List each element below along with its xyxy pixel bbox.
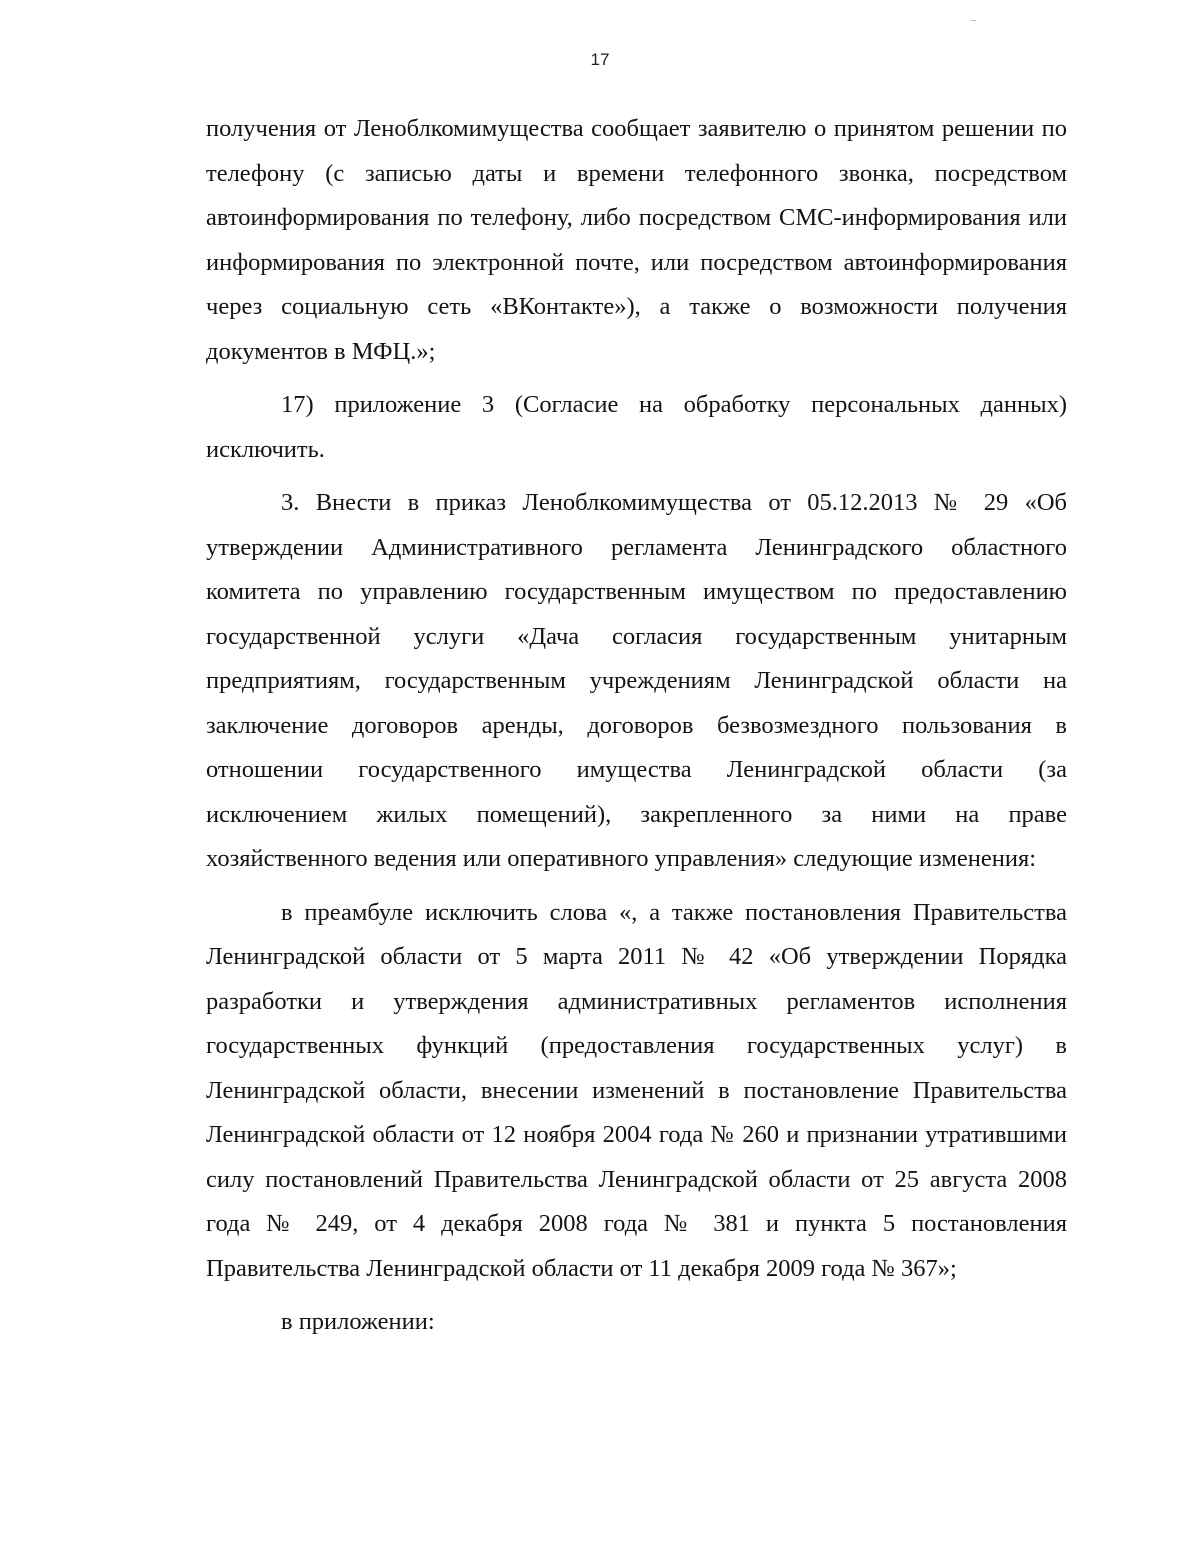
paragraph-preamble-amendment: в преамбуле исключить слова «, а также постановления Правительства Ленинградской области от 5 марта 2011 № 42 «Об утверждении Порядка разработки и утверждения административных регламентов исполнения государственных функций (предоставления государственных услуг) в Ленинградской области, внесении изменений в постановление Правительства Ленинградской области от 12 ноября 2004 года № 260 и признании утратившими силу постановлений Правительства Ленинградской области от 25 августа 2008 года № 249, от 4 декабря 2008 года № 381 и пункта 5 постановления Правительства Ленинградской области от 11 декабря 2009 года № 367»; [206,898,1067,1282]
paragraph-item-3: 3. Внести в приказ Леноблкомимущества от 05.12.2013 № 29 «Об утверждении Административного регламента Ленинградского областного комитета по управлению государственным имуществом по предоставлению государственной услуги «Дача согласия государственным унитарным предприятиям, государственным учреждениям Ленинградской области на заключение договоров аренды, договоров безвозмездного пользования в отношении государственного имущества Ленинградской области (за исключением жилых помещений), закрепленного за ними на праве хозяйственного ведения или оперативного управления» следующие изменения: [206,489,1067,872]
document-body [206,107,1067,1345]
paragraph-item-17: 17) приложение 3 (Согласие на обработку персональных данных) исключить. [206,391,1067,463]
page-number: 17 [590,50,610,69]
paragraph-in-appendix: в приложении: [281,1308,435,1335]
paragraph-continuation: получения от Леноблкомимущества сообщает заявителю о принятом решении по телефону (с записью даты и времени телефонного звонка, посредством автоинформирования по телефону, либо посредством СМС-информирования или информирования по электронной почте, или посредством автоинформирования через социальную сеть «ВКонтакте»), а также о возможности получения документов в МФЦ.»; [206,115,1067,365]
scan-speck [971,20,976,21]
